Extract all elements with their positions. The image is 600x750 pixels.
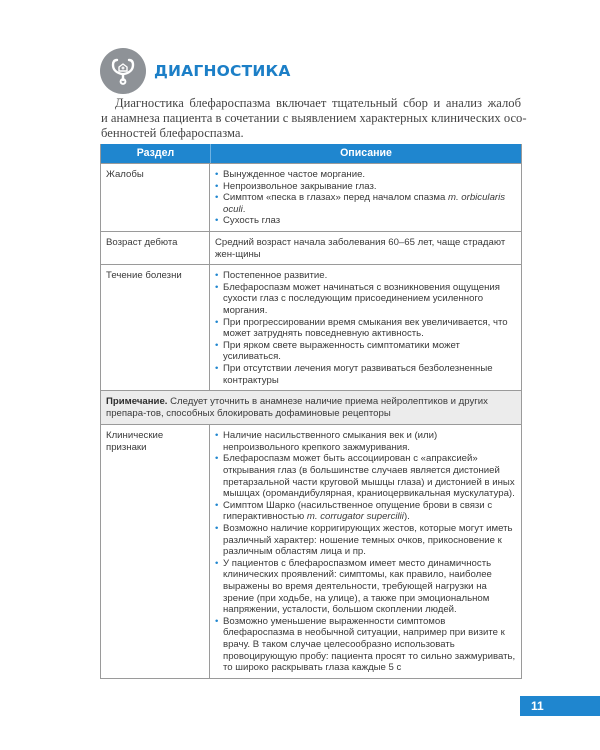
row-description: Средний возраст начала заболевания 60–65 лет, чаще страдают жен-щины bbox=[215, 236, 506, 260]
row-description bbox=[210, 425, 521, 677]
column-header-section: Раздел bbox=[136, 146, 175, 159]
list-item: • При прогрессировании время смыкания век увеличивается, что может затруднять повседневную активность. bbox=[215, 317, 516, 340]
list-item bbox=[215, 500, 516, 523]
stethoscope-icon bbox=[100, 48, 146, 94]
section-heading bbox=[100, 46, 291, 96]
note-text: Следует уточнить в анамнезе наличие приема нейролептиков и других препара-тов, способных блокировать дофаминовые рецепторы bbox=[106, 396, 488, 419]
intro-line: Диагностика блефароспазма включает тщательный сбор и анализ жалоб bbox=[115, 96, 521, 110]
column-header-description: Описание bbox=[210, 144, 521, 163]
row-section-label: Течение болезни bbox=[101, 265, 210, 390]
list-item bbox=[215, 192, 516, 215]
section-title: ДИАГНОСТИКА bbox=[154, 62, 291, 80]
table-note bbox=[101, 390, 521, 424]
row-section-label: Возраст дебюта bbox=[101, 232, 210, 264]
list-item: • При ярком свете выраженность симптоматики может усиливаться. bbox=[215, 340, 516, 363]
list-item: • У пациентов с блефароспазмом имеет место динамичность клинических проявлений: симптомы, как правило, наиболее выражены во время деятельности, требующей нагрузки на зрение (при ходьбе, на улице), а также при эмоциональном напряжении, усталости, большом скоплении людей. bbox=[215, 558, 516, 616]
list-item: • Вынужденное частое моргание. bbox=[215, 169, 516, 181]
list-item: • Возможно уменьшение выраженности симптомов блефароспазма в необычной ситуации, например при визите к врачу. В таком случае целесообразно использовать провоцирующую пробу: пациента просят то сильно зажмуривать, то широко раскрывать глаза каждые 5 с bbox=[215, 616, 516, 674]
page-number: 11 bbox=[520, 696, 600, 716]
intro-line: бенностей блефароспазма. bbox=[101, 126, 244, 141]
list-item-text: . bbox=[242, 203, 246, 215]
table-row-clinical bbox=[101, 424, 521, 677]
list-item-text: Симптом «песка в глазах» перед началом спазма bbox=[223, 192, 448, 204]
latin-term: m. orbicularis oculi bbox=[223, 192, 506, 215]
list-item-text: Симптом Шарко (насильственное опущение брови в связи с гиперактивностью bbox=[223, 499, 493, 523]
list-item: • При отсутствии лечения могут развиваться безболезненные контрактуры bbox=[215, 363, 516, 386]
list-item: • Сухость глаз bbox=[215, 215, 516, 227]
row-section-label: Клинические признаки bbox=[101, 425, 210, 677]
diagnostics-table bbox=[100, 144, 522, 679]
list-item: • Наличие насильственного смыкания век и (или) непроизвольного крепкого зажмуривания. bbox=[215, 430, 516, 453]
table-header bbox=[101, 144, 521, 163]
table-row-complaints bbox=[101, 163, 521, 231]
row-description bbox=[210, 265, 521, 390]
row-description bbox=[210, 164, 521, 231]
list-item: • Возможно наличие корригирующих жестов, которые могут иметь различный характер: ношение темных очков, прикосновение к различным областям лица и пр. bbox=[215, 523, 516, 558]
list-item-text: ). bbox=[403, 511, 410, 523]
list-item: • Непроизвольное закрывание глаз. bbox=[215, 181, 516, 193]
list-item: • Постепенное развитие. bbox=[215, 270, 516, 282]
row-section-label: Жалобы bbox=[101, 164, 210, 231]
intro-paragraph bbox=[101, 96, 527, 142]
table-row-course bbox=[101, 264, 521, 390]
note-label: Примечание. bbox=[106, 396, 168, 408]
latin-term: m. corrugator supercilii bbox=[306, 511, 404, 523]
list-item: • Блефароспазм может быть ассоциирован с «апраксией» открывания глаз (в большинстве случаев является дистонией претарзальной части круговой мышцы глаза) и дистонией в иных мышцах (оромандибулярная, краниоцервикальная мускулатура). bbox=[215, 453, 516, 499]
list-item: • Блефароспазм может начинаться с возникновения ощущения сухости глаз с последующим присоединением усиленного моргания. bbox=[215, 282, 516, 317]
table-row-onset bbox=[101, 231, 521, 264]
intro-line: и анамнеза пациента в сочетании с выявлением характерных клинических осо- bbox=[101, 111, 527, 126]
